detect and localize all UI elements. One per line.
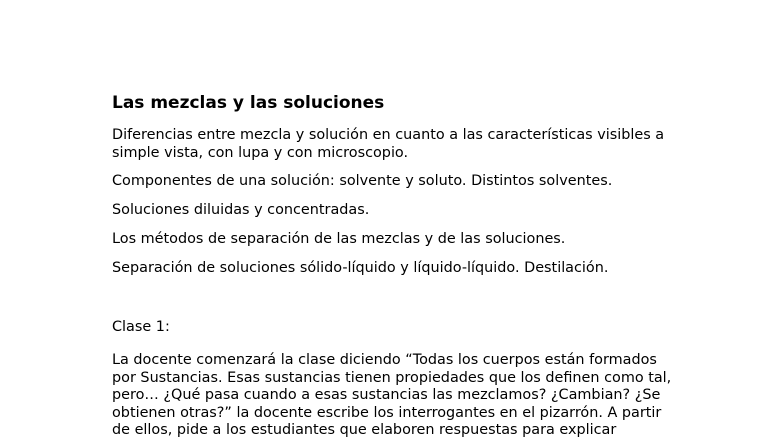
topic-paragraph: Diferencias entre mezcla y solución en cuanto a las características visibles a simple vista, con lupa y con microscopio. (112, 127, 665, 161)
class-heading: Clase 1: (112, 319, 170, 335)
document-page (112, 92, 672, 440)
topic-paragraph: Soluciones diluidas y concentradas. (112, 202, 370, 218)
topic-paragraph: Separación de soluciones sólido-líquido y líquido-líquido. Destilación. (112, 260, 609, 276)
class-description: La docente comenzará la clase diciendo “Todas los cuerpos están formados por Sustancias. Esas sustancias tienen propiedades que los definen como tal, pero… ¿Qué pasa cuando a esas sustancias las mezclamos? ¿Cambian? ¿Se obtienen otras?” la docente escribe los interrogantes en el pizarrón. A partir de ellos, pide a los estudiantes que elaboren respuestas para explicar (112, 352, 672, 438)
topic-paragraph: Los métodos de separación de las mezclas y de las soluciones. (112, 231, 566, 247)
blank-space (112, 288, 672, 318)
document-title: Las mezclas y las soluciones (112, 93, 385, 113)
topic-paragraph: Componentes de una solución: solvente y soluto. Distintos solventes. (112, 173, 613, 189)
